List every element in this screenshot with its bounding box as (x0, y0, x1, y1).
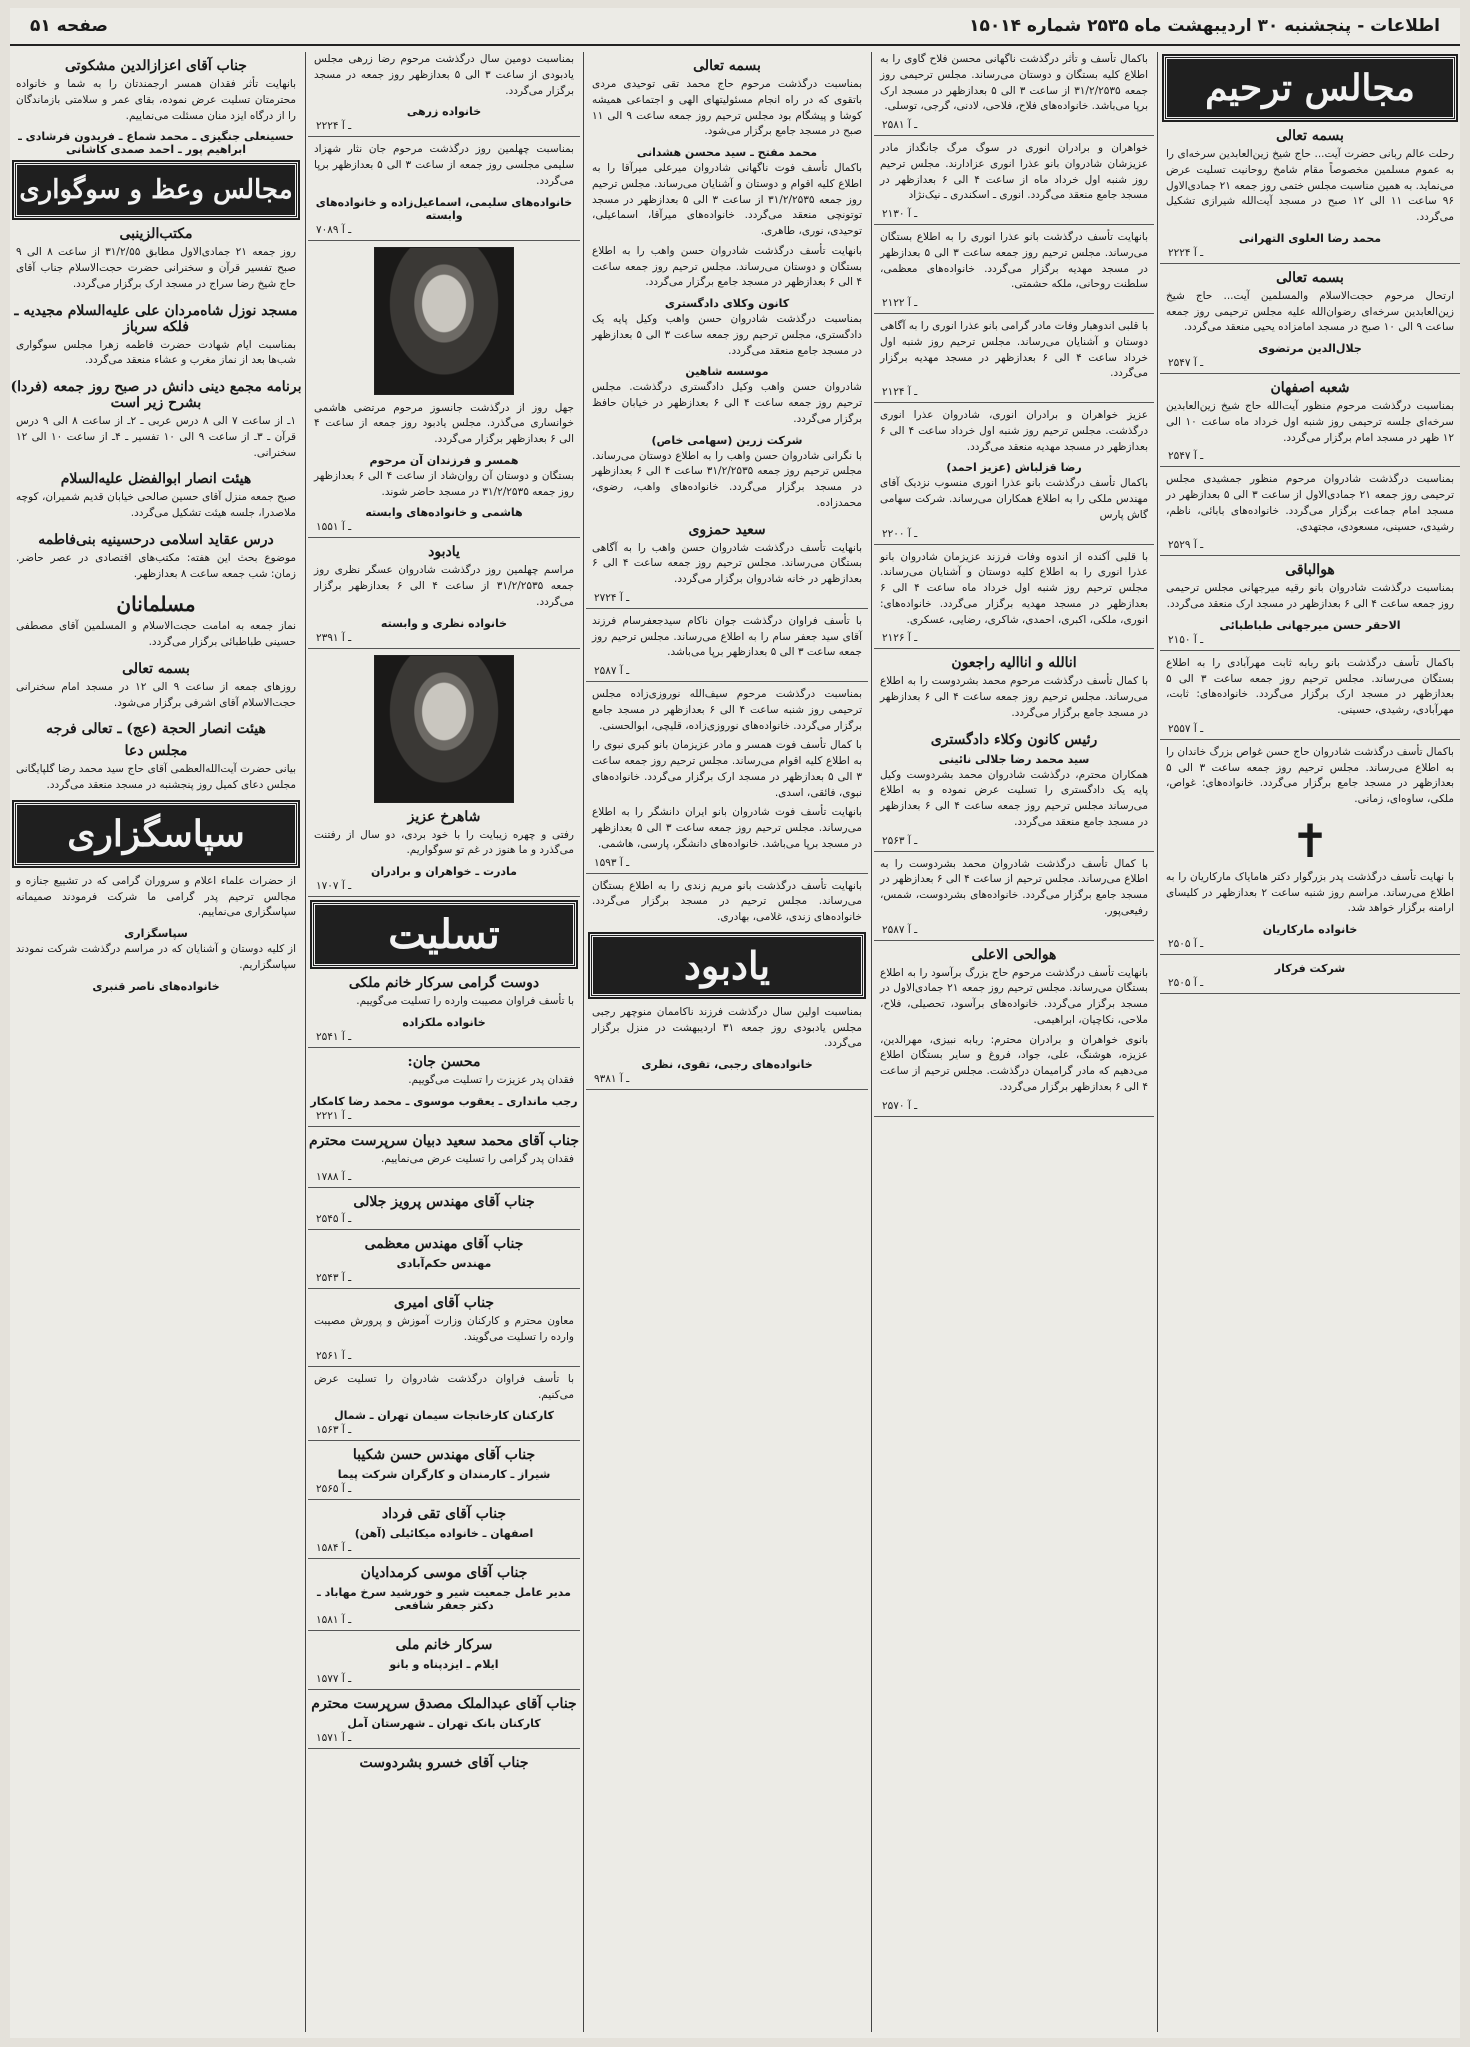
notice-title: دوست گرامی سرکار خانم ملکی (348, 975, 540, 991)
notice-text: باکمال تأسف فوت ناگهانی شادروان میرعلی میرآقا را به اطلاع کلیه اقوام و دوستان و آشنایان می‌رساند. مجلس ترحیم روز جمعه ۳۱/۲/۲۵۳۵ از ساعت ۳ الی ۵ بعدازظهر در مسجد توتونچی منعقد می‌گردد. خانواده‌های میرآقا، اسماعیلی، توحیدی، نوری، طاهری. (592, 162, 862, 237)
notice-title: سرکار خانم ملی (395, 1637, 493, 1654)
notice-signature: الاحقر حسن میرجهانی طباطبائی (1219, 618, 1401, 632)
notice-text: موضوع بحث این هفته: مکتب‌های اقتصادی در عصر حاضر. زمان: شب جمعه ساعت ۸ بعدازظهر. (16, 551, 296, 580)
notice-code: ۱۵۷۱ ـ آ (308, 1732, 580, 1749)
notice-signature: خانواده مارکاریان (1262, 923, 1358, 936)
notice-text: بمناسبت درگذشت مرحوم سیف‌الله نوروزی‌زاده مجلس ترحیمی روز شنبه ساعت ۴ الی ۶ بعدازظهر در مسجد جامع برگزار می‌گردد. خانواده‌های نوروزی‌زاده، قلیچی، ابوالحسنی. (592, 688, 862, 732)
portrait-photo (374, 655, 514, 803)
notice-title: مسلمانان (116, 592, 196, 617)
notice-text: خواهران و برادران انوری در سوگ مرگ جانگداز مادر عزیزشان شادروان بانو عذرا انوری عزادارند. مجلس ترحیم روز شنبه اول خرداد ماه از ساعت ۴ الی ۶ بعدازظهر در مسجد جامع منعقد می‌گردد. انوری ـ اسکندری ـ نیک‌نژاد (880, 142, 1148, 202)
notice-text: از حضرات علماء اعلام و سروران گرامی که در تشییع جنازه و مجالس ترحیم پدر گرامی ما شرکت فرمودند صمیمانه سپاسگزاری می‌نماییم. (16, 874, 296, 919)
banner-sermon: مجالس وعظ و سوگواری (14, 162, 298, 218)
notice-text: بانهایت تأسف درگذشت بانو عذرا انوری را به اطلاع بستگان می‌رساند. مجلس ترحیم روز جمعه ساعت ۳ الی ۵ بعدازظهر در مسجد مهدیه برگزار می‌گردد. خانواده‌های معظمی، سلطنت روحانی، ملکه حشمتی. (880, 231, 1148, 291)
notice-text: بانهایت تأسف درگذشت بانو مریم زندی را به اطلاع بستگان می‌رساند. مجلس ترحیم در مسجد برگزار می‌گردد. خانواده‌های زندی، غلامی، بهادری. (592, 879, 862, 923)
notice-text: بمناسبت چهلمین روز درگذشت مرحوم جان نثار شهزاد سلیمی مجلسی روز جمعه از ساعت ۳ الی ۵ بعدازظهر برپا می‌گردد. (314, 143, 574, 187)
notice-text: مراسم چهلمین روز درگذشت شادروان عسگر نظری روز جمعه ۳۱/۲/۲۵۳۵ از ساعت ۴ الی ۶ بعدازظهر برگزار می‌گردد. (314, 564, 575, 608)
banner-thanks: سپاسگزاری (14, 802, 298, 866)
notice-text: بانوی خواهران و برادران محترم: ربابه نبیزی، مهرالدین، عزیزه، هوشنگ، علی، جواد، فروغ و سایر بستگان اطلاع می‌دهیم که مادر گرامیمان درگذشت. مجلس ترحیم از ساعت ۴ الی ۶ بعدازظهر برگزار می‌گردد. (880, 1033, 1148, 1093)
notice-code: ۲۵۶۱ ـ آ (308, 1350, 580, 1367)
notice-text: با تأسف فراوان درگذشت شادروان را تسلیت عرض می‌کنیم. (314, 1372, 574, 1401)
notice-text: فقدان پدر گرامی را تسلیت عرض می‌نماییم. (380, 1152, 574, 1165)
notice-code: ۲۵۴۱ ـ آ (308, 1031, 580, 1048)
notice-code: ۹۳۸۱ ـ آ (586, 1073, 868, 1090)
column-1 (1160, 52, 1460, 2032)
notice-title: جناب آقای امیری (393, 1295, 495, 1312)
notice-text: رفتی و چهره زیبایت را با خود بردی، دو سال از رفتنت می‌گذرد و ما هنوز در غم تو سوگواریم. (314, 828, 574, 857)
notice-title: درس عقاید اسلامی درحسینیه بنی‌فاطمه (38, 531, 274, 548)
notice-text: بمناسبت درگذشت مرحوم منظور آیت‌الله حاج شیخ زین‌العابدین سرخه‌ای جلسه ترحیمی روز شنبه اول خرداد ماه ساعت ۱۰ الی ۱۲ ظهر در مسجد امام برگزار می‌گردد. (1166, 400, 1454, 444)
notice-title: جناب آقای اعزازالدین مشکوتی (65, 58, 247, 74)
notice-text: بمناسبت درگذشت شادروان مرحوم منظور جمشیدی مجلس ترحیمی روز جمعه ۲۱ جمادی‌الاول از ساعت ۳ الی ۵ بعدازظهر در مسجد امام جماعت برگزار می‌گردد. خانواده‌های بابائی، ناظم، رشیدی، حسینی، مسعودی، مجتهدی. (1166, 473, 1455, 533)
notice-title: بسمه تعالی (693, 58, 761, 74)
newspaper-page (10, 8, 1460, 2038)
notice-text: بمناسبت درگذشت شادروان بانو رقیه میرجهانی مجلس ترحیمی روز جمعه ساعت ۴ الی ۶ بعدازظهر در مسجد ارک منعقد می‌گردد. (1166, 582, 1454, 610)
notice-title: شعبه اصفهان (1270, 380, 1350, 396)
notice-signature: مادرت ـ خواهران و برادران (371, 865, 517, 878)
notice-signature: مهندس حکم‌آبادی (396, 1257, 492, 1271)
notice-code: ۷۰۸۹ ـ آ (308, 224, 580, 241)
notice-code: ۱۵۶۳ ـ آ (308, 1424, 580, 1441)
notice-text: ۱ـ از ساعت ۷ الی ۸ درس عربی ـ ۲ـ از ساعت ۸ الی ۹ درس قرآن ـ ۳ـ از ساعت ۹ الی ۱۰ تفسیر ـ ۴ـ از ساعت ۱۰ الی ۱۲ سخنرانی. (16, 415, 297, 459)
notice-signature: شیراز ـ کارمندان و کارگران شرکت پیما (337, 1468, 551, 1482)
notice-text: همکاران محترم، درگذشت شادروان محمد بشردوست وکیل پایه یک دادگستری را تسلیت عرض نموده و به اطلاع می‌رساند مجلس ترحیم روز جمعه ساعت ۴ الی ۶ بعدازظهر در مسجد جامع منعقد می‌گردد. (880, 768, 1148, 828)
notice-code: ۱۷۸۸ ـ آ (308, 1171, 580, 1188)
notice-code: ۱۵۷۷ ـ آ (308, 1673, 580, 1690)
notice-text: عزیز خواهران و برادران انوری، شادروان عذرا انوری درگذشت. مجلس ترحیم روز شنبه اول خرداد ساعت ۴ الی ۶ بعدازظهر در مسجد مهدیه منعقد می‌گردد. (880, 409, 1148, 453)
notice-text: با کمال تأسف درگذشت مرحوم محمد بشردوست را به اطلاع می‌رساند. مجلس ترحیم روز جمعه ساعت ۴ الی ۶ بعدازظهر در مسجد جامع برگزار می‌گردد. (880, 675, 1148, 719)
notice-signature: ایلام ـ ایزدپناه و بانو (389, 1658, 499, 1672)
notice-title: سعید حمزوی (688, 521, 766, 538)
notice-text: معاون محترم و کارکنان وزارت آموزش و پرورش مصیبت وارده را تسلیت می‌گویند. (314, 1315, 574, 1343)
notice-text: ارتحال مرحوم حجت‌الاسلام والمسلمین آیت... حاج شیخ زین‌العابدین سرخه‌ای رضوان‌الله علیه مجلس ترحیمی روز جمعه ساعت ۹ الی ۱۰ صبح در مسجد امامزاده یحیی منعقد می‌گردد. (1166, 289, 1454, 334)
notice-signature: کارکنان کارخانجات سیمان تهران ـ شمال (334, 1409, 554, 1423)
notice-text: باکمال تأسف درگذشت شادروان حاج حسن غواص بزرگ خاندان را به اطلاع می‌رساند. مجلس ترحیم روز جمعه ساعت ۳ الی ۵ بعدازظهر در مسجد جامع برگزار می‌گردد. خانواده‌های: غواص، ملکی، ساوه‌ای، زمانی. (1166, 745, 1454, 805)
notice-title: شاهرخ عزیز (407, 808, 481, 825)
notice-title: جناب آقای موسی کرمدادیان (360, 1565, 528, 1582)
notice-title: هیئت انصار ابوالفضل علیه‌السلام (60, 471, 252, 488)
notice-signature: سپاسگزاری (124, 927, 188, 940)
notice-title: مکتب‌الزینبی (119, 226, 193, 243)
notice-signature: جلال‌الدین مرتضوی (1258, 342, 1362, 355)
notice-signature: کانون وکلای دادگستری (664, 297, 790, 310)
notice-signature: حسینعلی جنگیزی ـ محمد شماع ـ فریدون فرشادی ـ ابراهیم پور ـ احمد صمدی کاشانی (18, 130, 294, 157)
notice-text: بیانی حضرت آیت‌الله‌العظمی آقای حاج سید محمد رضا گلپایگانی مجلس دعای کمیل روز پنجشنبه در مسجد منعقد می‌گردد. (16, 763, 296, 791)
notice-signature: محمد رضا العلوی التهرانی (1238, 231, 1382, 245)
notice-signature: خانواده‌های رجبی، تقوی، نظری (641, 1058, 813, 1071)
column-divider (1157, 52, 1158, 2032)
notice-text: بانهایت تأسف فوت شادروان بانو ایران دانشگر را به اطلاع می‌رساند. مجلس ترحیم روز جمعه ساعت ۳ الی ۵ بعدازظهر در مسجد برپا می‌باشد. خانواده‌های دانشگر، پارسی، هاشمی. (592, 806, 862, 850)
portrait-photo (374, 247, 514, 395)
notice-code: ۲۵۴۷ ـ آ (1160, 357, 1460, 374)
notice-code: ۲۵۰۵ ـ آ (1160, 977, 1460, 994)
notice-title: هوالباقی (1285, 562, 1335, 579)
notice-text: با نهایت تأسف درگذشت پدر بزرگوار دکتر هامایاک مارکاریان را به اطلاع می‌رساند. مراسم روز شنبه ساعت ۲ بعدازظهر در کلیسای ارامنه برگزار خواهد شد. (1166, 870, 1454, 915)
notice-text: بمناسبت درگذشت مرحوم حاج محمد تقی توحیدی مردی باتقوی که در راه انجام مسئولیتهای الهی و اجتماعی همیشه کوشا و پیشگام بود مجلس ترحیم روز جمعه ساعت ۹ الی ۱۱ صبح در مسجد جامع برگزار می‌شود. (592, 78, 862, 138)
notice-text: باکمال تأسف درگذشت بانو ربابه ثابت مهرآبادی را به اطلاع بستگان می‌رساند. مجلس ترحیم روز جمعه ساعت ۳ الی ۵ بعدازظهر در مسجد ارک برگزار می‌گردد. خانواده‌های: ثابت، مهرآبادی، رشیدی، حسینی. (1166, 656, 1455, 716)
notice-signature: هاشمی و خانواده‌های وابسته (365, 506, 523, 520)
notice-code: ۲۱۳۰ ـ آ (874, 208, 1154, 225)
notice-text: بانهایت تأثر فقدان همسر ارجمندتان را به شما و خانواده محترمتان تسلیت عرض نموده، بقای عمر و سلامتی بازماندگان را از درگاه ایزد منان مسئلت می‌نماییم. (16, 78, 296, 122)
notice-text: با کمال تأسف درگذشت شادروان محمد بشردوست را به اطلاع می‌رساند. مجلس ترحیم از ساعت ۴ الی ۶ بعدازظهر در مسجد جامع برگزار می‌گردد. خانواده‌های بشردوست، شمس، رفیعی‌پور. (880, 857, 1149, 917)
notice-text: جهل روز از درگذشت جانسوز مرحوم مرتضی هاشمی خوانساری می‌گذرد. مجلس یادبود روز جمعه از ساعت ۴ الی ۶ بعدازظهر برگزار می‌گردد. (314, 401, 574, 445)
notice-signature: خانواده‌های ناصر قنبری (92, 979, 220, 993)
notice-signature: رجب مانداری ـ یعقوب موسوی ـ محمد رضا کامکار (310, 1094, 578, 1108)
notice-signature: موسسه شاهین (685, 365, 769, 379)
notice-signature: کارکنان بانک تهران ـ شهرستان آمل (347, 1717, 541, 1731)
notice-text: روز جمعه ۲۱ جمادی‌الاول مطابق ۳۱/۲/۵۵ از ساعت ۸ الی ۹ صبح تفسیر قرآن و سخنرانی حضرت حجت‌الاسلام جناب آقای حاج شیخ رضا سراج در مسجد ارک برگزار می‌گردد. (16, 246, 296, 290)
notice-text: بستگان و دوستان آن روان‌شاد از ساعت ۴ الی ۶ بعدازظهر روز جمعه ۳۱/۲/۲۵۳۵ در مسجد حاضر شوند. (314, 469, 574, 498)
notice-signature: شرکت زرین (سهامی خاص) (651, 433, 803, 447)
notice-title: جناب آقای عبدالملک مصدق سرپرست محترم (311, 1696, 577, 1713)
notice-code: ۲۵۴۵ ـ آ (308, 1213, 580, 1230)
notice-text: نماز جمعه به امامت حجت‌الاسلام و المسلمین آقای مصطفی حسینی طباطبائی برگزار می‌گردد. (16, 620, 296, 648)
notice-text: بمناسبت ایام شهادت حضرت فاطمه زهرا مجلس سوگواری شب‌ها بعد از نماز مغرب و عشاء منعقد می‌گردد. (16, 338, 296, 367)
notice-text: بانهایت تأسف درگذشت شادروان حسن واهب را به اطلاع بستگان و دوستان می‌رساند. مجلس ترحیم روز جمعه ساعت ۴ الی ۶ بعدازظهر در مسجد جامع برگزار می‌گردد. (592, 244, 862, 289)
notice-code: ۲۵۰۵ ـ آ (1160, 938, 1460, 955)
notice-text: شادروان حسن واهب وکیل دادگستری درگذشت. مجلس ترحیم روز جمعه ساعت ۴ الی ۶ بعدازظهر در خیابان حافظ برگزار می‌گردد. (592, 381, 862, 425)
notice-code: ۲۵۶۳ ـ آ (874, 835, 1154, 852)
notice-text: از کلیه دوستان و آشنایان که در مراسم درگذشت شرکت نمودند سپاسگزاریم. (16, 943, 296, 971)
notice-code: ۲۵۴۷ ـ آ (1160, 450, 1460, 467)
notice-title: جناب آقای مهندس حسن شکیبا (352, 1447, 536, 1464)
notice-title: هیئت انصار الحجة (عج) ـ تعالی فرجه (46, 721, 266, 738)
notice-text: با تأسف فراوان درگذشت جوان ناکام سیدجعفرسام فرزند آقای سید جعفر سام را به اطلاع می‌رساند. مجلس ترحیم روز جمعه ساعت ۳ الی ۵ بعدازظهر برپا می‌باشد. (592, 614, 862, 659)
notice-code: ۲۵۲۹ ـ آ (1160, 539, 1460, 556)
notice-code: ۲۲۲۴ ـ آ (1160, 247, 1460, 264)
notice-title: جناب آقای خسرو بشردوست (359, 1755, 529, 1772)
notice-title: جناب آقای مهندس پرویز جلالی (353, 1194, 535, 1211)
column-divider (583, 52, 584, 2032)
notice-signature: مدیر عامل جمعیت شیر و خورشید سرخ مهاباد ـ دکتر جعفر شافعی (317, 1586, 571, 1613)
column-4 (308, 52, 580, 2032)
notice-code: ۱۵۵۱ ـ آ (308, 521, 580, 538)
notice-text: با تأسف فراوان مصیبت وارده را تسلیت می‌گوییم. (356, 995, 574, 1007)
notice-title: بسمه تعالی (1276, 269, 1344, 286)
banner-condolences: مجالس ترحیم (1164, 56, 1456, 120)
notice-signature: خانواده زرهی (406, 105, 482, 119)
notice-code: ۲۲۲۴ ـ آ (308, 120, 580, 137)
notice-title: مسجد نوزل شاه‌مردان علی علیه‌السلام مجیدیه ـ فلکه سرباز (14, 302, 298, 335)
notice-code: ۲۱۲۲ ـ آ (874, 297, 1154, 314)
notice-text: باکمال تأسف درگذشت بانو عذرا انوری منسوب نزدیک آقای مهندس ملکی را به اطلاع همکاران می‌رساند. شرکت سهامی گاش پارس (880, 477, 1148, 521)
notice-title: جناب آقای مهندس معظمی (364, 1236, 524, 1253)
notice-code: ۲۵۶۵ ـ آ (308, 1483, 580, 1500)
notice-code: ۱۵۸۱ ـ آ (308, 1614, 580, 1631)
notice-text: باکمال تأسف و تأثر درگذشت ناگهانی محسن فلاح گاوی را به اطلاع کلیه بستگان و دوستان می‌رساند. مجلس ترحیمی روز جمعه ۳۱/۲/۲۵۳۵ از ساعت ۳ الی ۵ بعدازظهر در مسجد ارک برپا می‌باشد. خانواده‌های فلاح، فلاحی، لادنی، گرجی، توسلی. (880, 53, 1148, 113)
notice-text: با قلبی آکنده از اندوه وفات فرزند عزیزمان شادروان بانو عذرا انوری را به اطلاع کلیه دوستان و آشنایان می‌رساند. مجلس ترحیم روز شنبه اول خرداد ماه ساعت ۴ الی ۶ بعدازظهر در مسجد مهدیه برگزار می‌گردد. خانواده‌های: انوری، ملکی، اکبری، احمدی، شاکری، رضایی، عسکری. (880, 550, 1149, 626)
notice-code: ۲۵۴۳ ـ آ (308, 1272, 580, 1289)
notice-signature: خانواده ملکزاده (402, 1015, 486, 1029)
notice-signature: محمد مفتح ـ سید محسن هشدانی (636, 146, 818, 159)
notice-text: فقدان پدر عزیزت را تسلیت می‌گوییم. (408, 1073, 574, 1086)
notice-title: بسمه تعالی (1276, 128, 1344, 144)
notice-title: هوالحی الاعلی (971, 946, 1057, 963)
column-divider (871, 52, 872, 2032)
notice-signature: خانواده نظری و وابسته (380, 616, 508, 630)
notice-signature: خانواده‌های سلیمی، اسماعیل‌زاده و خانواده‌های وابسته (315, 195, 573, 222)
notice-title: جناب آقای محمد سعید دبیان سرپرست محترم (308, 1132, 580, 1149)
notice-code: ۲۵۸۱ ـ آ (874, 119, 1154, 136)
notice-code: ۱۵۹۳ ـ آ (586, 857, 868, 874)
banner-memorial: یادبود (590, 934, 864, 997)
notice-text: با قلبی اندوهبار وفات مادر گرامی بانو عذرا انوری را به آگاهی دوستان و آشنایان می‌رساند. مجلس ترحیم روز شنبه اول خرداد ساعت ۴ الی ۶ بعدازظهر در مسجد مهدیه برگزار می‌گردد. (880, 320, 1148, 380)
notice-signature: رضا قزلباش (عزیز احمد) (946, 461, 1082, 475)
notice-code: ۲۲۰۰ ـ آ (874, 528, 1154, 545)
notice-text: بانهایت تأسف درگذشت مرحوم حاج بزرگ برآسود را به اطلاع بستگان می‌رساند. مجلس ترحیم روز جمعه ۲۱ جمادی‌الاول در مسجد برگزار می‌گردد. خانواده‌های برآسود، تحصیلی، فلاح، ملاحی، نکاچیان، ابراهیمی. (880, 966, 1148, 1026)
column-5 (10, 52, 302, 2032)
notice-text: روزهای جمعه از ساعت ۹ الی ۱۲ در مسجد امام سخنرانی حجت‌الاسلام آقای اشرفی برگزار می‌شود. (16, 680, 296, 709)
notice-signature: سید محمد رضا جلالی نائینی (938, 752, 1090, 766)
notice-text: رحلت عالم ربانی حضرت آیت... حاج شیخ زین‌العابدین سرخه‌ای را به عموم مسلمین مخصوصاً مقام شامخ روحانیت تسلیت عرض می‌نماید. به همین مناسبت مجلس ختمی روز جمعه ۲۱ جمادی‌الاول ۹۶ ساعت ۱۱ الی ۱۲ صبح در مسجد آیت‌الله شیرازی تشکیل می‌گردد. (1166, 148, 1455, 223)
notice-code: ۲۱۲۶ ـ آ (874, 632, 1154, 649)
notice-code: ۲۱۲۴ ـ آ (874, 386, 1154, 403)
notice-signature: همسر و فرزندان آن مرحوم (369, 453, 519, 467)
notice-title: مجلس دعا (124, 743, 188, 760)
notice-signature: شرکت فرکار (1274, 962, 1346, 975)
notice-title: بسمه تعالی (122, 660, 190, 677)
notice-title: رئیس کانون وکلاء دادگستری (930, 731, 1098, 748)
notice-code: ۲۱۵۰ ـ آ (1160, 634, 1460, 651)
notice-code: ۲۷۲۴ ـ آ (586, 592, 868, 609)
notice-code: ۲۵۸۷ ـ آ (586, 665, 868, 682)
notice-text: بمناسبت درگذشت شادروان حسن واهب وکیل پایه یک دادگستری، مجلس ترحیم روز جمعه ساعت ۳ الی ۵ بعدازظهر در مسجد جامع منعقد می‌گردد. (592, 313, 862, 357)
banner-condolence: تسلیت (312, 902, 576, 967)
notice-title: محسن جان: (407, 1053, 481, 1070)
column-3 (586, 52, 868, 2032)
notice-text: با کمال تأسف فوت همسر و مادر عزیزمان بانو کبری نبوی را به اطلاع کلیه اقوام می‌رساند. مجلس ترحیم روز جمعه ساعت ۳ الی ۵ بعدازظهر در مسجد ارک برگزار می‌گردد. خانواده‌های نبوی، فائقی، اسدی. (592, 739, 862, 799)
notice-code: ۱۷۰۷ ـ آ (308, 880, 580, 897)
notice-code: ۲۵۷۰ ـ آ (874, 1100, 1154, 1117)
notice-code: ۲۵۵۷ ـ آ (1160, 723, 1460, 740)
column-divider (305, 52, 306, 2032)
notice-title: برنامه مجمع دینی دانش در صبح روز جمعه (فردا) بشرح زیر است (10, 379, 302, 411)
notice-code: ۲۵۸۷ ـ آ (874, 924, 1154, 941)
notice-text: صبح جمعه منزل آقای حسین صالحی خیابان قدیم شمیران، کوچه ملاصدرا، جلسه هیئت تشکیل می‌گردد. (16, 491, 296, 519)
notice-title: جناب آقای تقی فرداد (381, 1506, 507, 1523)
notice-code: ۲۲۲۱ ـ آ (308, 1110, 580, 1127)
notice-text: بمناسبت اولین سال درگذشت فرزند ناکاممان منوچهر رجبی مجلس یادبودی روز جمعه ۳۱ اردیبهشت در منزل برگزار می‌گردد. (592, 1005, 862, 1050)
notice-code: ۱۵۸۴ ـ آ (308, 1542, 580, 1559)
notice-text: بانهایت تأسف درگذشت شادروان حسن واهب را به آگاهی بستگان می‌رساند. مجلس ترحیم روز جمعه ساعت ۴ الی ۶ بعدازظهر در خانه شادروان برگزار می‌گردد. (592, 541, 863, 585)
notice-title: یادبود (428, 544, 460, 561)
notice-code: ۲۳۹۱ ـ آ (308, 632, 580, 649)
notice-title: انالله و اناالیه راجعون (951, 655, 1077, 672)
paper-info: اطلاعات - پنجشنبه ۳۰ اردیبهشت ماه ۲۵۳۵ شماره ۱۵۰۱۴ (969, 16, 1440, 36)
page-number: صفحه ۵۱ (30, 16, 108, 36)
notice-text: بمناسبت دومین سال درگذشت مرحوم رضا زرهی مجلس یادبودی از ساعت ۳ الی ۵ بعدازظهر روز جمعه در مسجد برگزار می‌گردد. (314, 53, 574, 97)
page-header (10, 8, 1460, 46)
notice-signature: اصفهان ـ خانواده میکائیلی (آهن) (354, 1527, 534, 1541)
notice-text: با نگرانی شادروان حسن واهب را به اطلاع دوستان می‌رساند. مجلس ترحیم روز جمعه ۳۱/۲/۲۵۳۵ ساعت ۴ الی ۶ بعدازظهر در مسجد برگزار می‌گردد. خانواده‌های واهب، رضوی، محمدزاده. (592, 449, 863, 509)
column-2 (874, 52, 1154, 2032)
cross-icon: ✝ (1290, 813, 1330, 868)
